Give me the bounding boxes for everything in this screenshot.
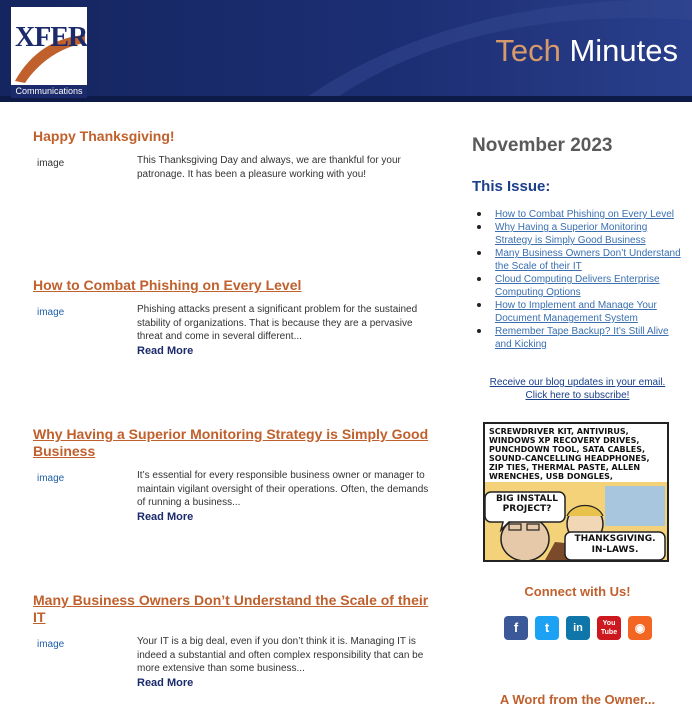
- issue-link-text[interactable]: Many Business Owners Don’t Understand the Scale of their IT: [495, 248, 681, 272]
- article-image-placeholder[interactable]: image: [37, 473, 65, 484]
- article-title-thanksgiving: Happy Thanksgiving!: [33, 128, 175, 144]
- article-title-monitoring[interactable]: Why Having a Superior Monitoring Strategy is Simply Good Business: [33, 426, 429, 459]
- this-issue-heading: This Issue:: [472, 178, 551, 195]
- read-more-link[interactable]: Read More: [137, 344, 194, 357]
- issue-link-text[interactable]: How to Implement and Manage Your Document Management System: [495, 300, 657, 324]
- article-image-placeholder[interactable]: image: [37, 639, 65, 650]
- company-logo[interactable]: [11, 7, 87, 98]
- issue-month: November 2023: [472, 135, 613, 156]
- article-title-phishing[interactable]: How to Combat Phishing on Every Level: [33, 277, 302, 293]
- linkedin-icon[interactable]: in: [566, 616, 590, 640]
- header-banner: [0, 0, 692, 102]
- issue-link-text[interactable]: How to Combat Phishing on Every Level: [495, 209, 674, 220]
- youtube-icon[interactable]: You Tube: [597, 616, 621, 640]
- article-image-placeholder: image: [37, 158, 65, 169]
- article-summary: [137, 154, 437, 181]
- facebook-icon[interactable]: f: [504, 616, 528, 640]
- issue-link[interactable]: [495, 247, 685, 273]
- issue-link-text[interactable]: Cloud Computing Delivers Enterprise Computing Options: [495, 274, 660, 298]
- connect-heading: Connect with Us!: [524, 584, 631, 599]
- article-summary: [137, 469, 437, 524]
- newsletter-brand: [495, 33, 678, 69]
- article-summary-text: It’s essential for every responsible business owner or manager to maintain vigilant oversight of their operations. Often, the demands of running a business...: [137, 470, 429, 508]
- subscribe-line2[interactable]: Click here to subscribe!: [525, 390, 630, 401]
- subscribe-link[interactable]: [470, 376, 685, 402]
- article-image-placeholder[interactable]: image: [37, 307, 65, 318]
- comic-bubble-2: THANKSGIVING. IN-LAWS.: [574, 534, 656, 555]
- issue-link-text[interactable]: Why Having a Superior Monitoring Strategy is Simply Good Business: [495, 222, 648, 246]
- brand-tech: Tech: [495, 33, 561, 68]
- issue-link[interactable]: [495, 221, 685, 247]
- article-summary: [137, 635, 437, 690]
- read-more-link[interactable]: Read More: [137, 676, 194, 689]
- twitter-icon[interactable]: t: [535, 616, 559, 640]
- brand-minutes: Minutes: [569, 33, 678, 68]
- rss-icon[interactable]: ◉: [628, 616, 652, 640]
- issue-link[interactable]: [495, 273, 685, 299]
- comic-strip: [483, 422, 669, 562]
- comic-bubble-1: BIG INSTALL PROJECT?: [496, 494, 558, 514]
- article-summary-text: Phishing attacks present a significant problem for the sustained stability of organizations. That is because they are a pervasive threat and come in several different...: [137, 304, 418, 342]
- logo-word: XFER: [15, 22, 88, 53]
- owner-heading: A Word from the Owner...: [499, 692, 656, 707]
- issue-link[interactable]: [495, 325, 685, 351]
- comic-list-text: SCREWDRIVER KIT, ANTIVIRUS, WINDOWS XP RECOVERY DRIVES, PUNCHDOWN TOOL, SATA CABLES, SOUND-CANCELLING HEADPHONES, ZIP TIES, THERMAL PASTE, ALLEN WRENCHES, USB DONGLES,: [489, 427, 650, 481]
- logo-subtitle: Communications: [11, 85, 87, 98]
- article-summary-text: This Thanksgiving Day and always, we are thankful for your patronage. It has been a pleasure working with you!: [137, 155, 401, 180]
- issue-link[interactable]: [495, 299, 685, 325]
- issue-links-list: [495, 208, 685, 351]
- issue-link[interactable]: [495, 208, 685, 221]
- article-summary-text: Your IT is a big deal, even if you don’t think it is. Managing IT is indeed a substantial and often complex responsibility that can be more extensive than some business...: [137, 636, 424, 674]
- subscribe-line1[interactable]: Receive our blog updates in your email.: [489, 377, 666, 388]
- issue-link-text[interactable]: Remember Tape Backup? It’s Still Alive and Kicking: [495, 326, 669, 350]
- article-summary: [137, 303, 437, 358]
- read-more-link[interactable]: Read More: [137, 510, 194, 523]
- article-title-it-scale[interactable]: Many Business Owners Don’t Understand the Scale of their IT: [33, 592, 429, 625]
